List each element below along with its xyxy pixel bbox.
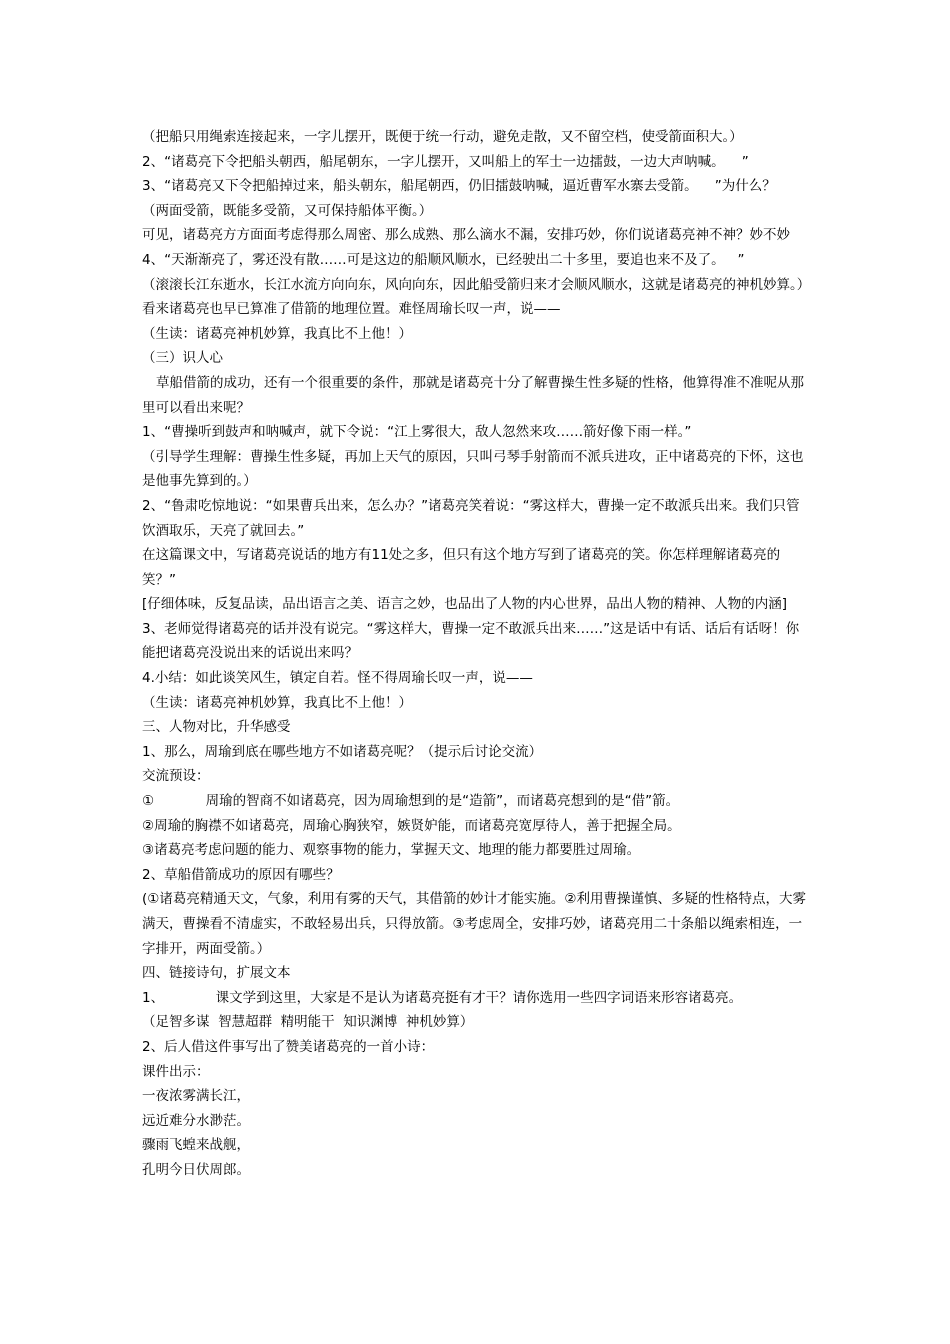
document-body: [142, 125, 810, 1183]
poem-line: 远近难分水渺茫。: [142, 1112, 250, 1129]
section-heading: 四、链接诗句，扩展文本: [142, 965, 291, 982]
section-heading: 三、人物对比，升华感受: [142, 719, 291, 736]
text-line: ③诸葛亮考虑问题的能力、观察事物的能力，掌握天文、地理的能力都要胜过周瑜。: [142, 842, 641, 859]
text-line: 2、后人借这件事写出了赞美诸葛亮的一首小诗：: [142, 1038, 435, 1055]
text-line: 在这篇课文中，写诸葛亮说话的地方有11处之多，但只有这个地方写到了诸葛亮的笑。你怎样理解诸葛亮的笑？”: [142, 547, 781, 588]
text-line: ②周瑜的胸襟不如诸葛亮，周瑜心胸狭窄，嫉贤妒能，而诸葛亮宽厚待人，善于把握全局。: [142, 817, 681, 834]
text-line: 1、那么，周瑜到底在哪些地方不如诸葛亮呢？（提示后讨论交流）: [142, 743, 543, 760]
text-line: 2、“鲁肃吃惊地说：“如果曹兵出来，怎么办？”诸葛亮笑着说：“雾这样大，曹操一定不敢派兵出来。我们只管饮酒取乐，天亮了就回去。”: [142, 497, 800, 539]
text-line: 可见，诸葛亮方方面面考虑得那么周密、那么成熟、那么滴水不漏，安排巧妙，你们说诸葛亮神不神？妙不妙: [142, 227, 790, 244]
text-line: [仔细体味，反复品读，品出语言之美、语言之妙，也品出了人物的内心世界，品出人物的精神、人物的内涵]: [142, 596, 788, 613]
text-line: 2、草船借箭成功的原因有哪些？: [142, 866, 340, 883]
text-line: (①诸葛亮精通天文，气象，利用有雾的天气，其借箭的妙计才能实施。②利用曹操谨慎、多疑的性格特点，大雾满天，曹操看不清虚实，不敢轻易出兵，只得放箭。③考虑周全，安排巧妙，诸葛亮用二十条船以绳索相连，一字排开，两面受箭。）: [142, 891, 806, 957]
text-line: 3、“诸葛亮又下令把船掉过来，船头朝东，船尾朝西，仍旧擂鼓呐喊，逼近曹军水寨去受箭。 ”为什么？: [142, 178, 776, 195]
text-line: （引导学生理解：曹操生性多疑，再加上天气的原因，只叫弓琴手射箭而不派兵进攻，正中诸葛亮的下怀，这也是他事先算到的。）: [142, 448, 804, 490]
text-line: （生读：诸葛亮神机妙算，我真比不上他！）: [142, 325, 412, 342]
section-heading: （三）识人心: [142, 350, 223, 367]
text-line: 3、老师觉得诸葛亮的话并没有说完。“雾这样大，曹操一定不敢派兵出来……”这是话中有话、话后有话呀！你能把诸葛亮没说出来的话说出来吗？: [142, 620, 800, 662]
text-line: 看来诸葛亮也早已算准了借箭的地理位置。难怪周瑜长叹一声，说——: [142, 301, 561, 318]
text-line: 课件出示：: [142, 1063, 210, 1080]
text-line: 4.小结：如此谈笑风生，镇定自若。怪不得周瑜长叹一声，说——: [142, 670, 533, 687]
text-line: 交流预设：: [142, 768, 210, 785]
text-line: （两面受箭，既能多受箭，又可保持船体平衡。）: [142, 202, 433, 219]
text-line: ① 周瑜的智商不如诸葛亮，因为周瑜想到的是“造箭”，而诸葛亮想到的是“借”箭。: [142, 793, 680, 810]
text-line: 1、 课文学到这里，大家是不是认为诸葛亮挺有才干？请你选用一些四字词语来形容诸葛亮。: [142, 989, 743, 1006]
text-line: （把船只用绳索连接起来，一字儿摆开，既便于统一行动，避免走散，又不留空档，使受箭面积大。）: [142, 129, 743, 145]
text-line: （生读：诸葛亮神机妙算，我真比不上他！）: [142, 694, 412, 711]
text-line: 2、“诸葛亮下令把船头朝西，船尾朝东，一字儿摆开，又叫船上的军士一边擂鼓，一边大声呐喊。 ”: [142, 153, 749, 170]
poem-line: 一夜浓雾满长江，: [142, 1088, 250, 1105]
poem-line: 孔明今日伏周郎。: [142, 1161, 250, 1178]
text-line: 4、“天渐渐亮了，雾还没有散……可是这边的船顺风顺水，已经驶出二十多里，要追也来不及了。 ”: [142, 251, 745, 268]
text-line: 草船借箭的成功，还有一个很重要的条件，那就是诸葛亮十分了解曹操生性多疑的性格，他算得准不准呢从那里可以看出来呢？: [142, 374, 804, 416]
text-line: （足智多谋 智慧超群 精明能干 知识渊博 神机妙算）: [142, 1014, 474, 1031]
poem-line: 骤雨飞蝗来战舰，: [142, 1137, 250, 1154]
text-line: 1、“曹操听到鼓声和呐喊声，就下令说：“江上雾很大，敌人忽然来攻……箭好像下雨一样。”: [142, 424, 692, 441]
text-line: （滚滚长江东逝水，长江水流方向向东，风向向东，因此船受箭归来才会顺风顺水，这就是诸葛亮的神机妙算。）: [142, 276, 811, 293]
